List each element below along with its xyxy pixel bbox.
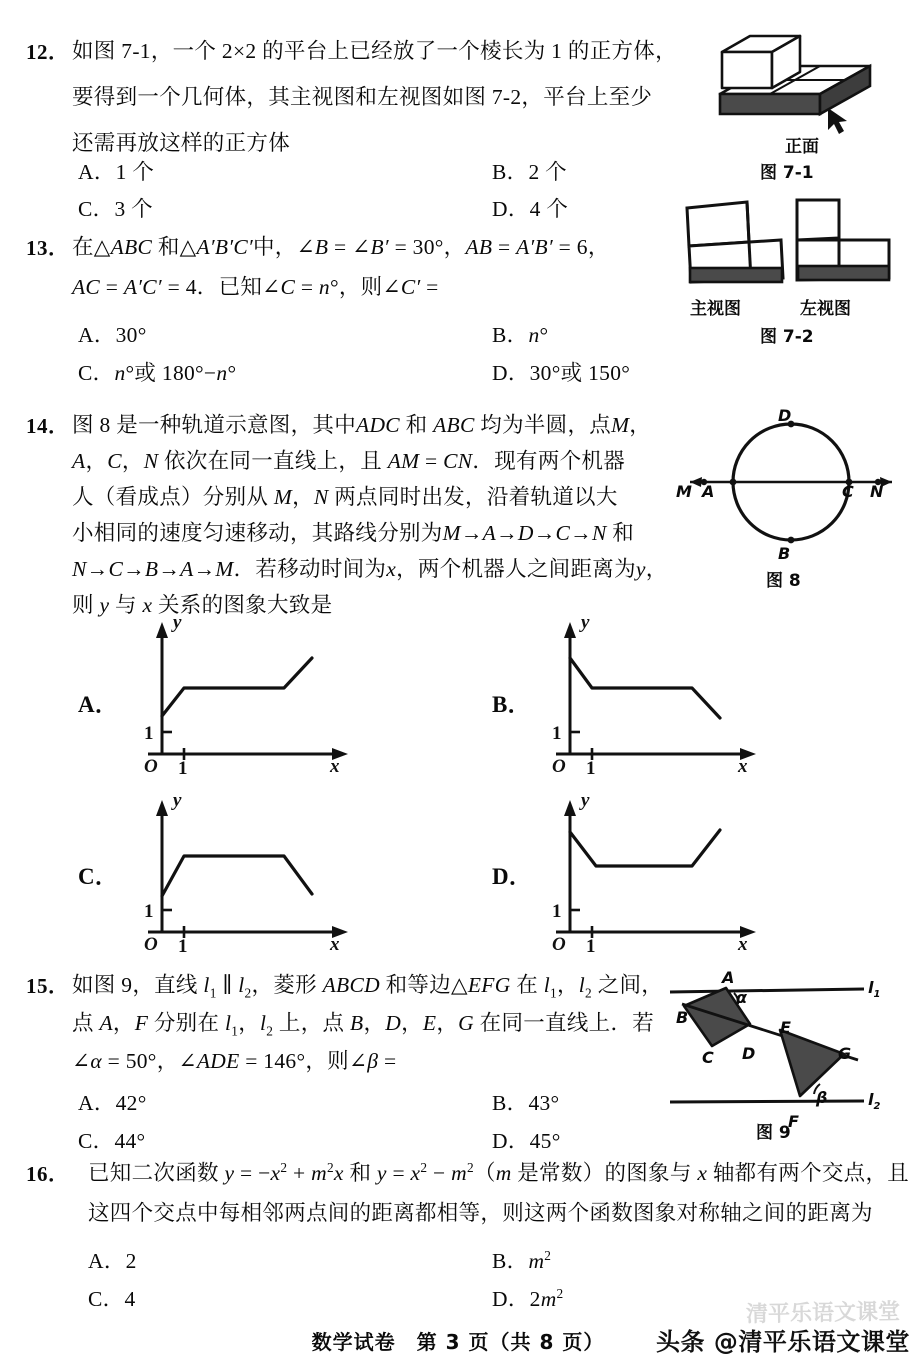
question-15-line-1: 如图 9，直线 $l_1$ ∥ $l_2$，菱形 ABCD 和等边△EFG 在 $l_1$，$l_2$ 之间， xyxy=(72,973,664,1001)
figure-9-point-F: F xyxy=(788,1112,799,1131)
question-15-line-2: 点 A，F 分别在 $l_1$，$l_2$ 上，点 B，D，E，G 在同一直线上．若 xyxy=(72,1011,655,1039)
svg-text:1: 1 xyxy=(552,723,562,744)
question-13-line-2: AC = A′C′ = 4．已知∠C = n°，则∠C′ = xyxy=(72,275,439,299)
question-14-option-b-label[interactable]: B． xyxy=(492,692,531,717)
question-12-number: 12． xyxy=(26,40,70,64)
question-13-number: 13． xyxy=(26,236,70,260)
question-13-option-b[interactable]: B．n° xyxy=(492,323,549,347)
figure-9-point-D: D xyxy=(742,1044,756,1063)
figure-7-2-caption: 图 7-2 xyxy=(760,327,814,347)
svg-text:x: x xyxy=(738,934,748,955)
question-16-option-a[interactable]: A．2 xyxy=(88,1249,137,1273)
svg-text:x: x xyxy=(330,934,340,955)
watermark-ghost: 清平乐语文课堂 xyxy=(745,1299,901,1328)
figure-8-point-N: N xyxy=(870,482,884,501)
figure-9-line-l2: $l_2$ xyxy=(868,1090,881,1113)
figure-8-point-C: C xyxy=(842,482,854,501)
question-16-option-c[interactable]: C．4 xyxy=(88,1287,136,1311)
figure-9-point-G: G xyxy=(838,1044,852,1063)
question-14-line-4: 小相同的速度匀速移动，其路线分别为M→A→D→C→N 和 xyxy=(72,521,635,545)
figure-7-1-caption: 图 7-1 xyxy=(760,163,814,183)
question-13-line-1: 在△ABC 和△A′B′C′中，∠B = ∠B′ = 30°，AB = A′B′ = 6， xyxy=(72,235,610,259)
question-15-option-a[interactable]: A．42° xyxy=(78,1091,147,1115)
question-13-option-a[interactable]: A．30° xyxy=(78,323,147,347)
figure-7-2-main-view-label: 主视图 xyxy=(690,299,741,319)
figure-9-angle-alpha: α xyxy=(736,988,747,1007)
question-14-line-1: 图 8 是一种轨道示意图，其中ADC 和 ABC 均为半圆，点M， xyxy=(72,413,652,437)
page-footer: 数学试卷 第 3 页（共 8 页） xyxy=(311,1330,605,1354)
svg-text:1: 1 xyxy=(586,758,596,779)
question-14-number: 14． xyxy=(26,414,70,438)
figure-9-angle-beta: β xyxy=(816,1088,828,1107)
svg-text:y: y xyxy=(581,790,590,811)
figure-9-point-E: E xyxy=(780,1018,791,1037)
svg-text:1: 1 xyxy=(552,901,562,922)
figure-9-point-A: A xyxy=(722,968,735,987)
svg-text:1: 1 xyxy=(178,936,188,957)
svg-text:1: 1 xyxy=(586,936,596,957)
question-12-line-2: 要得到一个几何体，其主视图和左视图如图 7-2，平台上至少 xyxy=(72,85,653,109)
svg-text:O: O xyxy=(552,756,566,777)
watermark: 头条 @清平乐语文课堂 xyxy=(656,1328,910,1356)
chart-option-c xyxy=(140,790,360,957)
question-12-option-b[interactable]: B．2 个 xyxy=(492,160,567,184)
question-15-option-d[interactable]: D．45° xyxy=(492,1129,561,1153)
question-12-option-a[interactable]: A．1 个 xyxy=(78,160,155,184)
question-16-number: 16． xyxy=(26,1162,70,1186)
svg-text:x: x xyxy=(738,756,748,777)
question-14-line-5: N→C→B→A→M．若移动时间为x，两个机器人之间距离为y， xyxy=(72,557,668,581)
svg-text:y: y xyxy=(581,612,590,633)
chart-option-d xyxy=(548,790,768,957)
svg-text:1: 1 xyxy=(178,758,188,779)
figure-7-1 xyxy=(700,26,900,141)
question-16-line-1: 已知二次函数 $y = -x^2 + m^2x$ 和 $y = x^2 - m^2(m$ 是常数）的图象与 x 轴都有两个交点，且 xyxy=(88,1159,910,1185)
chart-option-b xyxy=(548,612,768,779)
svg-text:1: 1 xyxy=(144,723,154,744)
figure-8-caption: 图 8 xyxy=(766,571,801,591)
question-16-option-d[interactable]: D．$2m^2$ xyxy=(492,1285,564,1311)
question-12-line-1: 如图 7-1，一个 2×2 的平台上已经放了一个棱长为 1 的正方体， xyxy=(72,39,677,63)
figure-7-2-left-view-label: 左视图 xyxy=(800,299,851,319)
question-16-option-b[interactable]: B．$m^2$ xyxy=(492,1247,552,1273)
question-15-number: 15． xyxy=(26,974,70,998)
question-12-option-c[interactable]: C．3 个 xyxy=(78,197,153,221)
svg-text:x: x xyxy=(330,756,340,777)
question-13-option-d[interactable]: D．30°或 150° xyxy=(492,361,631,385)
question-12-line-3: 还需再放这样的正方体 xyxy=(72,131,291,155)
question-15-option-c[interactable]: C．44° xyxy=(78,1129,146,1153)
question-14-line-3: 人（看成点）分别从 M，N 两点同时出发，沿着轨道以大 xyxy=(72,485,618,509)
svg-text:O: O xyxy=(144,756,158,777)
question-14-option-c-label[interactable]: C． xyxy=(78,864,119,889)
figure-9-point-C: C xyxy=(702,1048,714,1067)
question-14-line-2: A，C，N 依次在同一直线上，且 AM = CN．现有两个机器 xyxy=(72,449,626,473)
figure-7-1-front-label: 正面 xyxy=(785,137,819,157)
question-12-option-d[interactable]: D．4 个 xyxy=(492,197,569,221)
figure-9-point-B: B xyxy=(676,1008,689,1027)
question-13-option-c[interactable]: C．n°或 180°−n° xyxy=(78,361,237,385)
figure-9-line-l1: $l_1$ xyxy=(868,978,881,1001)
figure-8-point-B: B xyxy=(778,544,791,563)
question-14-option-a-label[interactable]: A． xyxy=(78,692,119,717)
figure-9-caption: 图 9 xyxy=(756,1123,791,1143)
svg-text:y: y xyxy=(173,612,182,633)
question-15-line-3: ∠α = 50°，∠ADE = 146°，则∠β = xyxy=(72,1049,397,1073)
question-16-line-2: 这四个交点中每相邻两点间的距离都相等，则这两个函数图象对称轴之间的距离为 xyxy=(88,1201,873,1225)
question-15-option-b[interactable]: B．43° xyxy=(492,1091,560,1115)
svg-text:1: 1 xyxy=(144,901,154,922)
figure-8-point-A: A xyxy=(702,482,715,501)
question-14-option-d-label[interactable]: D． xyxy=(492,864,533,889)
svg-text:O: O xyxy=(144,934,158,955)
svg-text:y: y xyxy=(173,790,182,811)
question-14-line-6: 则 y 与 x 关系的图象大致是 xyxy=(72,593,333,617)
figure-7-2 xyxy=(684,190,899,300)
figure-8-point-D: D xyxy=(778,406,792,425)
chart-option-a xyxy=(140,612,360,779)
figure-8-point-M: M xyxy=(676,482,692,501)
svg-text:O: O xyxy=(552,934,566,955)
